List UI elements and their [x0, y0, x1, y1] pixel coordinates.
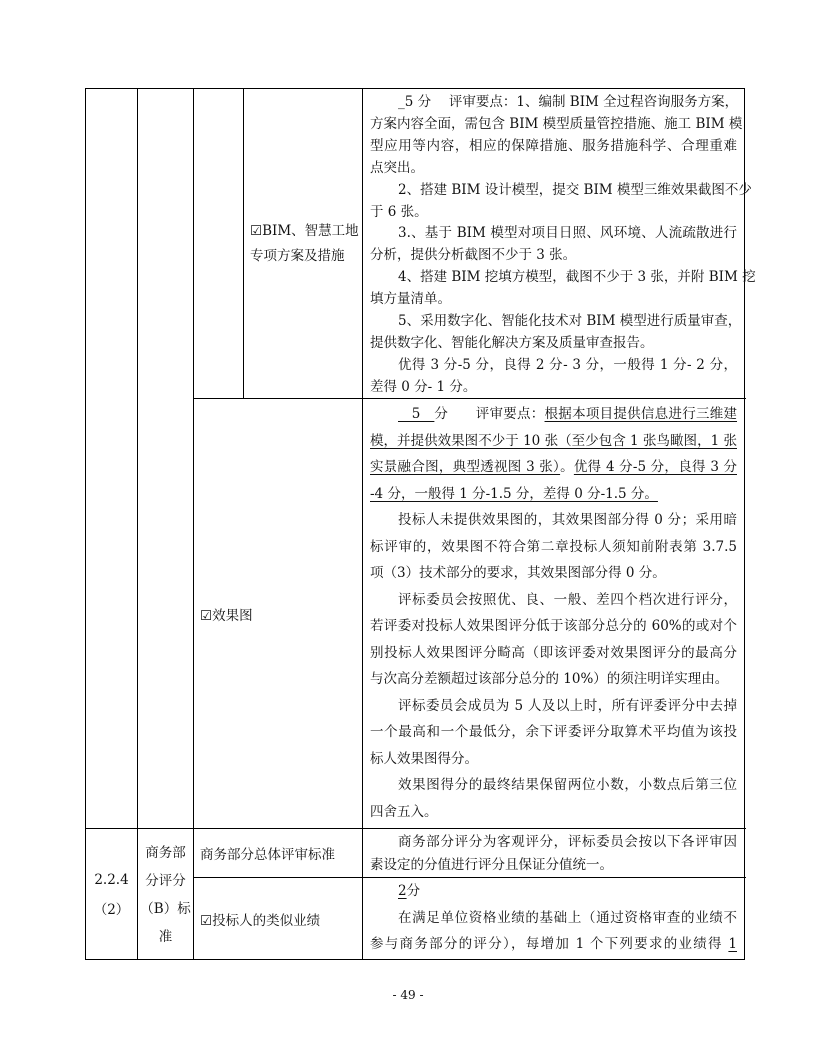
text-line: _5 分 评审要点：1、编制 BIM 全过程咨询服务方案，	[398, 94, 739, 110]
empty-category-cell	[138, 89, 194, 829]
text-line: 效果图得分的最终结果保留两位小数，小数点后第三位	[398, 777, 737, 793]
text-line: 于 6 张。	[370, 203, 428, 220]
underlined-text: 实景融合图，典型透视图 3 张）	[370, 459, 561, 475]
bim-label	[250, 219, 359, 269]
text-line: 参与商务部分的评分），每增加 1 个下列要求的业绩得 1	[370, 936, 737, 952]
text-line: 5、采用数字化、智能化技术对 BIM 模型进行质量审查，	[398, 313, 742, 330]
category-line: 商务部	[145, 844, 186, 861]
overall-criteria-text	[370, 831, 737, 876]
text-line: 商务部分评分为客观评分，评标委员会按以下各评审因	[398, 834, 737, 850]
similar-score: 2	[398, 883, 407, 899]
underlined-text: 优得 4 分-5 分，良得 3 分	[573, 459, 737, 475]
text-line: 4、搭建 BIM 挖填方模型，截图不少于 3 张，并附 BIM 挖	[398, 269, 756, 286]
text-line: 投标人未提供效果图的，其效果图部分得 0 分；采用暗	[398, 512, 737, 528]
bim-label-line: 专项方案及措施	[250, 247, 345, 264]
text-line: 四舍五入。	[370, 803, 438, 820]
bim-label-cell	[244, 89, 363, 399]
empty-code-cell	[86, 89, 138, 829]
empty-subcell	[194, 89, 244, 399]
text-segment: 。	[560, 459, 574, 475]
underlined-text: 5	[398, 406, 435, 422]
similar-criteria-text	[370, 878, 737, 958]
similar-label: ☑投标人的类似业绩	[200, 913, 321, 929]
business-category	[140, 839, 190, 951]
scoring-table	[85, 88, 756, 960]
render-criteria-cell	[363, 399, 746, 829]
text-line	[370, 454, 737, 481]
text-line: 别投标人效果图评分畸高（即该评委对效果图评分的最高分	[370, 644, 737, 661]
underlined-text: 模，并提供效果图不少于 10 张（至少包含 1 张鸟瞰图，1 张	[370, 432, 737, 449]
text-line: 提供数字化、智能化解决方案及质量审查报告。	[370, 334, 654, 351]
text-line: 与次高分差额超过该部分总分的 10%）的须注明详实理由。	[370, 671, 729, 687]
code-line: 2.2.4	[94, 871, 129, 888]
page-number: - 49 -	[392, 988, 424, 1002]
text-line: 在满足单位资格业绩的基础上（通过资格审查的业绩不	[398, 909, 737, 926]
text-line: 型应用等内容，相应的保障措施、服务措施科学、合理重难	[370, 137, 737, 154]
category-line: 分评分	[145, 872, 186, 889]
text-line: 优得 3 分-5 分，良得 2 分- 3 分，一般得 1 分- 2 分，	[398, 356, 737, 373]
text-line: 标人效果图得分。	[370, 750, 478, 767]
overall-criteria-cell	[363, 829, 746, 878]
text-line: 填方量清单。	[370, 291, 451, 308]
text-line: 一个最高和一个最低分，余下评委评分取算术平均值为该投	[370, 724, 737, 740]
text-line: 若评委对投标人效果图评分低于该部分总分的 60%的或对个	[370, 618, 737, 634]
business-category-cell	[138, 829, 194, 960]
text-line: 评标委员会成员为 5 人及以上时，所有评委评分中去掉	[398, 697, 737, 714]
bim-criteria-cell	[363, 89, 756, 399]
text-line	[370, 481, 737, 508]
overall-label-cell	[194, 829, 363, 878]
underlined-text: 根据本项目提供信息进行三维建	[544, 406, 738, 422]
text-line	[370, 878, 737, 905]
similar-label-cell	[194, 878, 363, 960]
text-line	[370, 428, 737, 455]
category-line: （B）标	[140, 900, 191, 917]
render-label-cell	[194, 399, 363, 829]
text-line: 素设定的分值进行评分且保证分值统一。	[370, 856, 613, 873]
bim-criteria-text	[370, 92, 756, 399]
text-segment: 分 评审要点：	[434, 406, 545, 422]
text-line: 评标委员会按照优、良、一般、差四个档次进行评分，	[398, 591, 737, 608]
text-line: 2、搭建 BIM 设计模型，提交 BIM 模型三维效果截图不少	[398, 181, 752, 198]
overall-label: 商务部分总体评审标准	[200, 847, 335, 863]
business-code-cell	[86, 829, 138, 960]
code-line: （2）	[93, 901, 130, 918]
text-line: 点突出。	[370, 159, 424, 176]
text-line: 3.、基于 BIM 模型对项目日照、风环境、人流疏散进行	[398, 225, 737, 242]
similar-score-unit: 分	[406, 883, 421, 899]
similar-criteria-cell	[363, 878, 746, 960]
text-line	[370, 401, 737, 428]
text-line: 项（3）技术部分的要求，其效果图部分得 0 分。	[370, 565, 666, 581]
category-line: 准	[158, 928, 173, 945]
text-line: 差得 0 分- 1 分。	[370, 378, 477, 395]
similar-trail: 1	[728, 936, 737, 952]
text-line: 分析，提供分析截图不少于 3 张。	[370, 247, 577, 264]
render-criteria-text	[370, 401, 737, 825]
business-code	[94, 865, 130, 925]
bim-label-line: ☑BIM、智慧工地	[250, 222, 359, 239]
text-line: 方案内容全面，需包含 BIM 模型质量管控措施、施工 BIM 模	[370, 115, 743, 132]
text-line: 标评审的，效果图不符合第二章投标人须知前附表第 3.7.5	[370, 538, 737, 555]
render-label: ☑效果图	[200, 607, 253, 624]
underlined-text: -4 分，一般得 1 分-1.5 分，差得 0 分-1.5 分。	[370, 485, 658, 502]
